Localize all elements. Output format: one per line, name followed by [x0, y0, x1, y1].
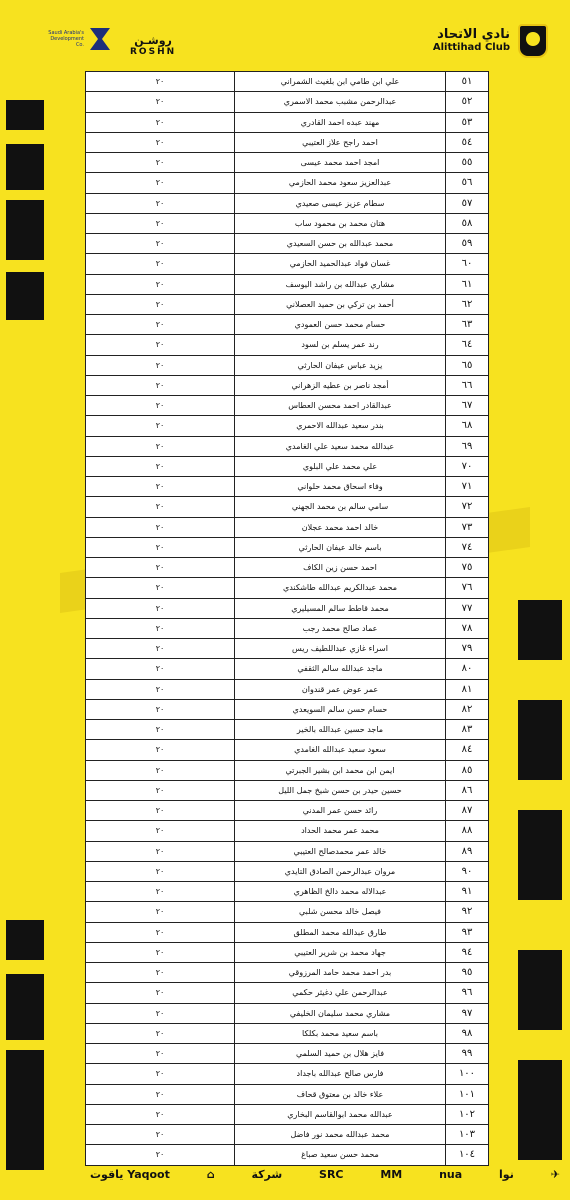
table-row	[86, 315, 489, 335]
number-cell: ٥٧	[446, 193, 489, 213]
table-row	[86, 882, 489, 902]
number-cell: ٩٦	[446, 983, 489, 1003]
table-row	[86, 477, 489, 497]
score-cell: ٢٠	[86, 355, 235, 375]
name-cell: بدر احمد محمد حامد المرزوقي	[235, 963, 446, 983]
number-cell: ٧٧	[446, 598, 489, 618]
table-row	[86, 639, 489, 659]
score-cell: ٢٠	[86, 679, 235, 699]
name-cell: عبدالله محمد ابوالقاسم البخاري	[235, 1104, 446, 1124]
number-cell: ٨٠	[446, 659, 489, 679]
footer-logo-label: شركة	[251, 1167, 283, 1181]
table-row	[86, 720, 489, 740]
table-row	[86, 659, 489, 679]
score-cell: ٢٠	[86, 1023, 235, 1043]
table-row	[86, 801, 489, 821]
name-cell: علاء خالد بن معتوق قحاف	[235, 1084, 446, 1104]
name-cell: خالد احمد محمد عجلان	[235, 517, 446, 537]
name-cell: وفاء اسحاق محمد حلواني	[235, 477, 446, 497]
number-cell: ٦٠	[446, 254, 489, 274]
table-row	[86, 760, 489, 780]
roshn-logo	[130, 34, 176, 57]
score-cell: ٢٠	[86, 294, 235, 314]
number-cell: ٥٣	[446, 112, 489, 132]
score-cell: ٢٠	[86, 922, 235, 942]
results-table-body	[86, 72, 489, 1166]
score-cell: ٢٠	[86, 780, 235, 800]
number-cell: ٩٩	[446, 1044, 489, 1064]
score-cell: ٢٠	[86, 92, 235, 112]
footer-logo-label: ✈	[550, 1167, 560, 1181]
number-cell: ٥٤	[446, 132, 489, 152]
table-row	[86, 213, 489, 233]
table-row	[86, 1044, 489, 1064]
score-cell: ٢٠	[86, 537, 235, 557]
number-cell: ٧٦	[446, 578, 489, 598]
score-cell: ٢٠	[86, 1125, 235, 1145]
name-cell: عبدالعزيز سعود محمد الحازمي	[235, 173, 446, 193]
score-cell: ٢٠	[86, 396, 235, 416]
number-cell: ٦٩	[446, 436, 489, 456]
name-cell: عماد صالح محمد رجب	[235, 618, 446, 638]
number-cell: ٨٨	[446, 821, 489, 841]
table-row	[86, 132, 489, 152]
table-row	[86, 193, 489, 213]
table-row	[86, 274, 489, 294]
company-icon	[251, 1168, 282, 1181]
number-cell: ٦٣	[446, 315, 489, 335]
score-cell: ٢٠	[86, 659, 235, 679]
number-cell: ٦٨	[446, 416, 489, 436]
score-cell: ٢٠	[86, 1064, 235, 1084]
score-cell: ٢٠	[86, 1003, 235, 1023]
name-cell: رائد حسن عمر المدني	[235, 801, 446, 821]
table-row	[86, 153, 489, 173]
number-cell: ٧١	[446, 477, 489, 497]
table-row	[86, 92, 489, 112]
name-cell: حسين حيدر بن حسن شيخ جمل الليل	[235, 780, 446, 800]
header	[0, 0, 570, 72]
name-cell: امجد احمد محمد عيسى	[235, 153, 446, 173]
table-row	[86, 679, 489, 699]
number-cell: ١٠٤	[446, 1145, 489, 1165]
name-cell: سعود سعيد عبدالله الغامدي	[235, 740, 446, 760]
number-cell: ٧٤	[446, 537, 489, 557]
table-row	[86, 1064, 489, 1084]
number-cell: ٩٢	[446, 902, 489, 922]
name-cell: مشاري عبدالله بن راشد اليوسف	[235, 274, 446, 294]
club-name-english: Alittihad Club	[432, 42, 510, 53]
roshn-arabic: روشـن	[134, 34, 172, 47]
score-cell: ٢٠	[86, 517, 235, 537]
score-cell: ٢٠	[86, 416, 235, 436]
name-cell: عبدالقادر احمد محسن العطاس	[235, 396, 446, 416]
name-cell: خالد عمر محمدصالح العتيبي	[235, 841, 446, 861]
name-cell: رند عمر يسلم بن لسود	[235, 335, 446, 355]
number-cell: ٧٥	[446, 558, 489, 578]
name-cell: عبدالرحمن مشبب محمد الاسمري	[235, 92, 446, 112]
table-row	[86, 456, 489, 476]
number-cell: ٧٢	[446, 497, 489, 517]
score-cell: ٢٠	[86, 1104, 235, 1124]
name-cell: أمجد ناصر بن عطيه الزهراني	[235, 375, 446, 395]
score-cell: ٢٠	[86, 902, 235, 922]
score-cell: ٢٠	[86, 841, 235, 861]
name-cell: اسراء غازي عبداللطيف ريس	[235, 639, 446, 659]
score-cell: ٢٠	[86, 254, 235, 274]
footer-sponsors	[90, 1160, 560, 1188]
name-cell: يزيد عباس عيفان الحارثي	[235, 355, 446, 375]
name-cell: فارس صالح عبدالله باجداد	[235, 1064, 446, 1084]
score-cell: ٢٠	[86, 234, 235, 254]
score-cell: ٢٠	[86, 801, 235, 821]
name-cell: ماجد عبدالله سالم الثقفي	[235, 659, 446, 679]
table-row	[86, 821, 489, 841]
number-cell: ٩٠	[446, 861, 489, 881]
table-row	[86, 254, 489, 274]
score-cell: ٢٠	[86, 963, 235, 983]
table-row	[86, 841, 489, 861]
score-cell: ٢٠	[86, 821, 235, 841]
name-cell: مهند عبده احمد القادري	[235, 112, 446, 132]
name-cell: مروان عبدالرحمن الصادق التايدي	[235, 861, 446, 881]
score-cell: ٢٠	[86, 112, 235, 132]
table-row	[86, 740, 489, 760]
right-decorative-tape	[518, 600, 562, 1160]
number-cell: ١٠٠	[446, 1064, 489, 1084]
table-row	[86, 112, 489, 132]
name-cell: محمد قاطط سالم المسيليري	[235, 598, 446, 618]
number-cell: ٩١	[446, 882, 489, 902]
name-cell: احمد راجح علاز العتيبي	[235, 132, 446, 152]
table-row	[86, 780, 489, 800]
score-cell: ٢٠	[86, 173, 235, 193]
sponsor-logo	[44, 28, 110, 50]
footer-logo-label: نوا	[499, 1167, 514, 1181]
table-row	[86, 234, 489, 254]
number-cell: ٦٦	[446, 375, 489, 395]
footer-logo-label: ياقوت Yaqoot	[90, 1167, 170, 1181]
club-logo	[433, 24, 548, 58]
name-cell: علي ابن طامي ابن بلغيث الشمراني	[235, 72, 446, 92]
score-cell: ٢٠	[86, 983, 235, 1003]
name-cell: جهاد محمد بن شرير العتيبي	[235, 942, 446, 962]
number-cell: ٨٦	[446, 780, 489, 800]
name-cell: مشاري محمد سليمان الخليفي	[235, 1003, 446, 1023]
number-cell: ٧٩	[446, 639, 489, 659]
score-cell: ٢٠	[86, 882, 235, 902]
number-cell: ٩٥	[446, 963, 489, 983]
table-row	[86, 699, 489, 719]
number-cell: ٥١	[446, 72, 489, 92]
number-cell: ٨٣	[446, 720, 489, 740]
score-cell: ٢٠	[86, 193, 235, 213]
table-row	[86, 416, 489, 436]
footer-logo-label: MM	[380, 1167, 403, 1181]
table-row	[86, 1023, 489, 1043]
table-row	[86, 396, 489, 416]
score-cell: ٢٠	[86, 578, 235, 598]
number-cell: ٩٨	[446, 1023, 489, 1043]
table-row	[86, 537, 489, 557]
number-cell: ٦٧	[446, 396, 489, 416]
name-cell: فيصل خالد محسن شلبي	[235, 902, 446, 922]
number-cell: ٥٢	[446, 92, 489, 112]
score-cell: ٢٠	[86, 720, 235, 740]
score-cell: ٢٠	[86, 942, 235, 962]
score-cell: ٢٠	[86, 274, 235, 294]
name-cell: باسم خالد عيفان الحارثي	[235, 537, 446, 557]
number-cell: ٦٢	[446, 294, 489, 314]
nwa-icon	[499, 1168, 514, 1181]
name-cell: عبدالرحمن علي دغيثر حكمي	[235, 983, 446, 1003]
table-row	[86, 618, 489, 638]
mm-icon	[380, 1168, 402, 1181]
number-cell: ٦٥	[446, 355, 489, 375]
number-cell: ٩٧	[446, 1003, 489, 1023]
table-row	[86, 355, 489, 375]
name-cell: بندر سعيد عبدالله الاحمري	[235, 416, 446, 436]
name-cell: غسان فواد عبدالحميد الحازمي	[235, 254, 446, 274]
number-cell: ٥٨	[446, 213, 489, 233]
table-row	[86, 1003, 489, 1023]
table-row	[86, 497, 489, 517]
table-row	[86, 173, 489, 193]
nua-icon	[439, 1168, 462, 1181]
number-cell: ٦٤	[446, 335, 489, 355]
score-cell: ٢٠	[86, 861, 235, 881]
table-row	[86, 598, 489, 618]
name-cell: ماجد حسين عبدالله بالخير	[235, 720, 446, 740]
score-cell: ٢٠	[86, 760, 235, 780]
name-cell: محمد عبدالله بن حسن السعيدي	[235, 234, 446, 254]
number-cell: ٩٤	[446, 942, 489, 962]
number-cell: ٨٥	[446, 760, 489, 780]
name-cell: عبدالله محمد سعيد علي الغامدي	[235, 436, 446, 456]
number-cell: ٧٣	[446, 517, 489, 537]
score-cell: ٢٠	[86, 497, 235, 517]
name-cell: محمد عبدالكريم عبدالله طاشكندي	[235, 578, 446, 598]
number-cell: ٨٧	[446, 801, 489, 821]
name-cell: باسم سعيد محمد بكلكا	[235, 1023, 446, 1043]
footer-logo-label: nua	[439, 1167, 463, 1181]
club-name-arabic: نادي الاتحاد	[437, 27, 510, 42]
number-cell: ٨٩	[446, 841, 489, 861]
name-cell: طارق عبدالله محمد المطلق	[235, 922, 446, 942]
score-cell: ٢٠	[86, 699, 235, 719]
table-row	[86, 72, 489, 92]
name-cell: أحمد بن تركي بن حميد العصلاني	[235, 294, 446, 314]
crest-icon	[518, 24, 548, 58]
yaqoot-icon	[90, 1168, 170, 1181]
table-row	[86, 578, 489, 598]
table-row	[86, 1104, 489, 1124]
name-cell: محمد حسن سعيد صباغ	[235, 1145, 446, 1165]
footer-logo-label: ⌂	[206, 1167, 215, 1181]
score-cell: ٢٠	[86, 1145, 235, 1165]
table-row	[86, 558, 489, 578]
sponsor-mark-icon	[90, 28, 110, 50]
score-cell: ٢٠	[86, 639, 235, 659]
number-cell: ٨٤	[446, 740, 489, 760]
score-cell: ٢٠	[86, 436, 235, 456]
number-cell: ٧٠	[446, 456, 489, 476]
name-cell: عبدالاله محمد دالخ الظاهري	[235, 882, 446, 902]
table-row	[86, 942, 489, 962]
number-cell: ٥٩	[446, 234, 489, 254]
table-row	[86, 1084, 489, 1104]
table-row	[86, 922, 489, 942]
score-cell: ٢٠	[86, 598, 235, 618]
table-row	[86, 902, 489, 922]
name-cell: حسام حسن سالم السويعدي	[235, 699, 446, 719]
name-cell: علي محمد علي البلوي	[235, 456, 446, 476]
number-cell: ٦١	[446, 274, 489, 294]
score-cell: ٢٠	[86, 132, 235, 152]
name-cell: سامي سالم بن محمد الجهني	[235, 497, 446, 517]
saudia-icon	[551, 1168, 560, 1181]
name-cell: هتان محمد بن محمود ساب	[235, 213, 446, 233]
table-row	[86, 1125, 489, 1145]
table-row	[86, 294, 489, 314]
name-cell: سطام عزيز عيسى صعيدي	[235, 193, 446, 213]
left-decorative-tape	[6, 60, 44, 1170]
number-cell: ٩٣	[446, 922, 489, 942]
number-cell: ٥٥	[446, 153, 489, 173]
heritage-icon	[207, 1168, 215, 1181]
number-cell: ١٠٣	[446, 1125, 489, 1145]
number-cell: ١٠٢	[446, 1104, 489, 1124]
score-cell: ٢٠	[86, 153, 235, 173]
table-row	[86, 517, 489, 537]
table-row	[86, 983, 489, 1003]
score-cell: ٢٠	[86, 740, 235, 760]
score-cell: ٢٠	[86, 456, 235, 476]
name-cell: فايز هلال بن حميد السلمي	[235, 1044, 446, 1064]
score-cell: ٢٠	[86, 72, 235, 92]
name-cell: حسام محمد حسن العمودي	[235, 315, 446, 335]
score-cell: ٢٠	[86, 213, 235, 233]
score-cell: ٢٠	[86, 558, 235, 578]
table-row	[86, 335, 489, 355]
score-cell: ٢٠	[86, 375, 235, 395]
number-cell: ١٠١	[446, 1084, 489, 1104]
table-row	[86, 963, 489, 983]
table-row	[86, 375, 489, 395]
src-icon	[319, 1168, 343, 1181]
score-cell: ٢٠	[86, 315, 235, 335]
score-cell: ٢٠	[86, 1084, 235, 1104]
footer-logo-label: SRC	[319, 1167, 344, 1181]
score-cell: ٢٠	[86, 1044, 235, 1064]
name-cell: ايمن ابن محمد ابن بشير الجبرتي	[235, 760, 446, 780]
name-cell: احمد حسن زين الكاف	[235, 558, 446, 578]
number-cell: ٨٢	[446, 699, 489, 719]
name-cell: عمر عوض عمر قندوان	[235, 679, 446, 699]
name-cell: محمد عبدالله محمد نور فاضل	[235, 1125, 446, 1145]
number-cell: ٥٦	[446, 173, 489, 193]
score-cell: ٢٠	[86, 618, 235, 638]
number-cell: ٨١	[446, 679, 489, 699]
sponsor-text: Saudi Arabia's Development Co.	[48, 30, 84, 48]
number-cell: ٧٨	[446, 618, 489, 638]
roshn-english: ROSHN	[130, 47, 177, 57]
name-cell: محمد عمر محمد الحداد	[235, 821, 446, 841]
table-row	[86, 436, 489, 456]
score-cell: ٢٠	[86, 477, 235, 497]
table-row	[86, 861, 489, 881]
results-table	[85, 71, 485, 1166]
score-cell: ٢٠	[86, 335, 235, 355]
